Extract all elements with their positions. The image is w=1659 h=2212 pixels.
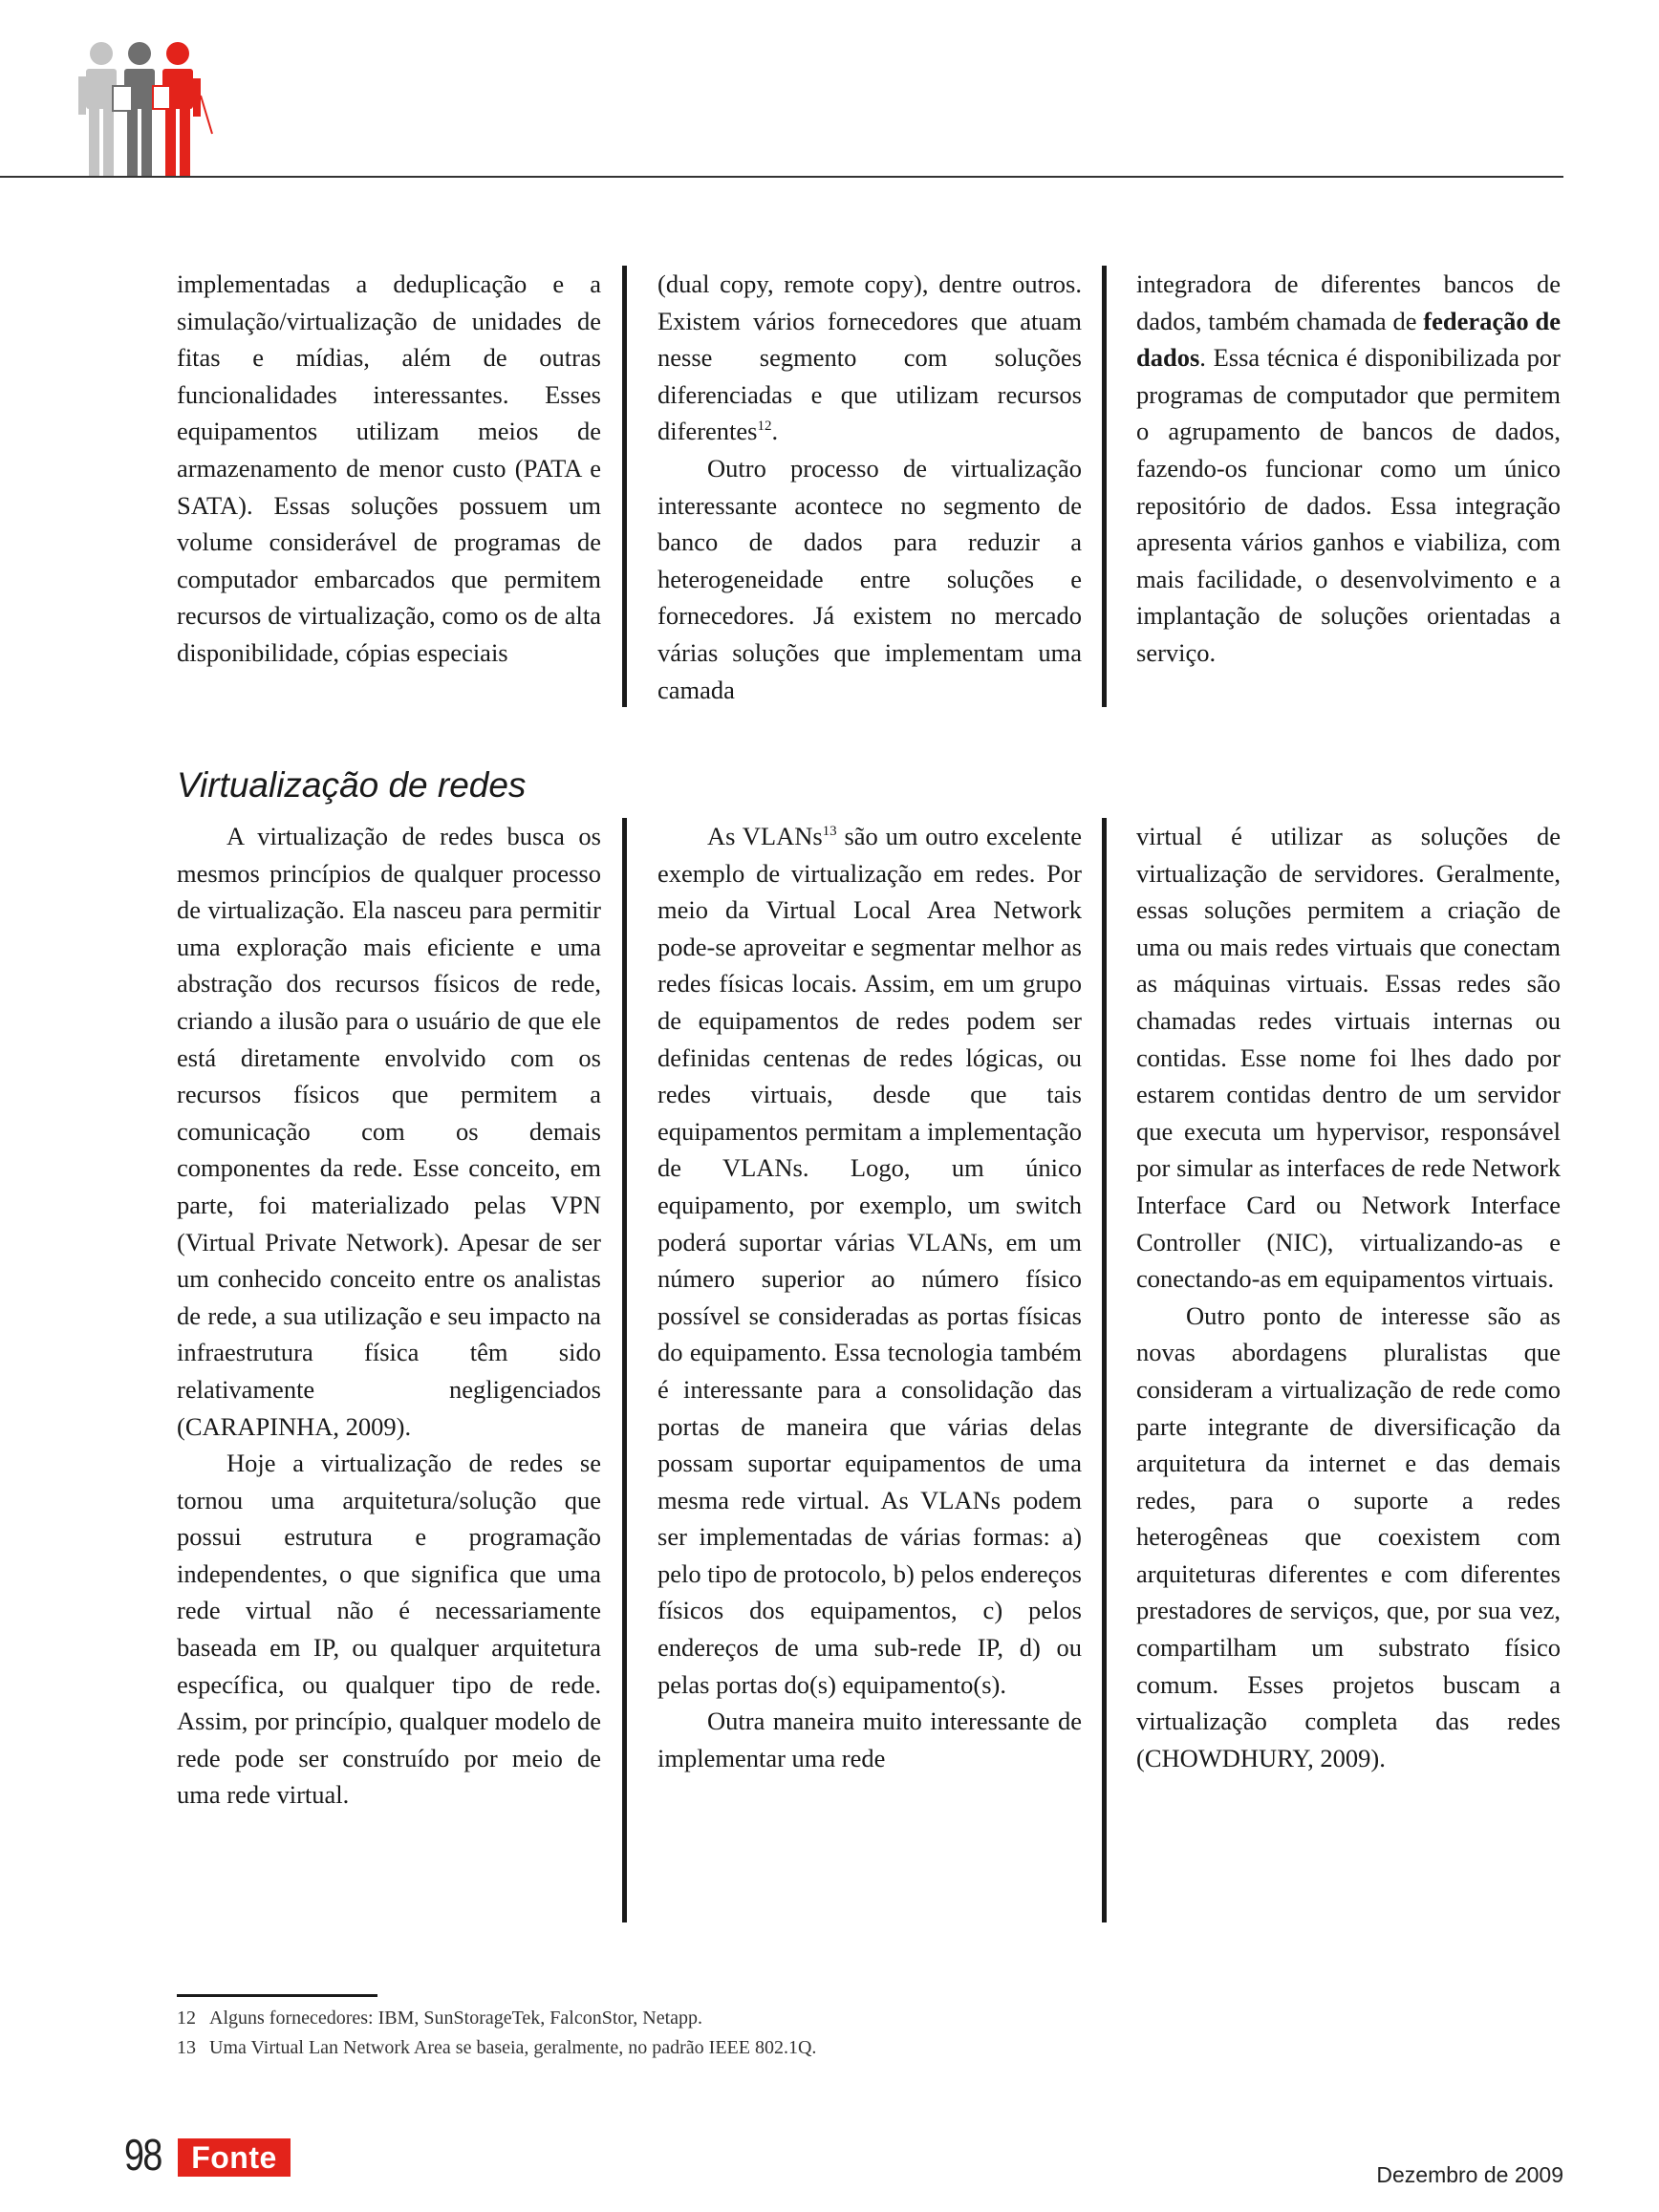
- paragraph: A virtualização de redes busca os mesmos princípios de qualquer processo de virtualização. Ela nasceu para permitir uma exploração mais eficiente e uma abstração dos recursos físicos de rede, criando a ilusão para o usuário de que ele está diretamente envolvido com os recursos físicos que permitem a comunicação com os demais componentes da rede. Esse conceito, em parte, foi materializado pelas VPN (Virtual Private Network). Apesar de ser um conhecido conceito entre os analistas de rede, a sua utilização e seu impacto na infraestrutura física têm sido relativamente negligenciados (CARAPINHA, 2009).: [177, 822, 601, 1441]
- header-rule: [0, 176, 1563, 178]
- footnote: 13 Uma Virtual Lan Network Area se baseia, geralmente, no padrão IEEE 802.1Q.: [177, 2037, 817, 2058]
- section-column-1: [177, 818, 601, 1814]
- section-column-2: [657, 818, 1082, 1776]
- column-rule: [622, 266, 627, 707]
- paragraph: integradora de diferentes bancos de dados, também chamada de federação de dados. Essa técnica é disponibilizada por programas de computador que permitem o agrupamento de bancos de dados, fazendo-os funcionar como um único repositório de dados. Essa integração apresenta vários ganhos e viabiliza, com mais facilidade, o desenvolvimento e a implantação de soluções orientadas a serviço.: [1136, 269, 1561, 667]
- paragraph: Outra maneira muito interessante de implementar uma rede: [657, 1707, 1082, 1772]
- section-title: Virtualização de redes: [177, 765, 527, 805]
- paragraph: As VLANs$^{13}$ são um outro excelente exemplo de virtualização em redes. Por meio da Virtual Local Area Network pode-se aproveitar e segmentar melhor as redes físicas locais. Assim, em um grupo de equipamentos de redes podem ser definidas centenas de redes lógicas, ou redes virtuais, desde que tais equipamentos permitam a implementação de VLANs. Logo, um único equipamento, por exemplo, um switch poderá suportar várias VLANs, em um número superior ao número físico possível se consideradas as portas físicas do equipamento. Essa tecnologia também é interessante para a consolidação das portas de maneira que várias delas possam suportar equipamentos de uma mesma rede virtual. As VLANs podem ser implementadas de várias formas: a) pelo tipo de protocolo, b) pelos endereços físicos dos equipamentos, c) pelos endereços de uma sub-rede IP, d) ou pelas portas do(s) equipamento(s).: [657, 822, 1082, 1699]
- top-column-1: [177, 266, 601, 672]
- footnotes: [177, 2004, 1037, 2063]
- paragraph: Outro processo de virtualização interessante acontece no segmento de banco de dados para reduzir a heterogeneidade entre soluções e fornecedores. Já existem no mercado várias soluções que implementam uma camada: [657, 453, 1082, 704]
- top-column-3: [1136, 266, 1561, 672]
- footnote: 12 Alguns fornecedores: IBM, SunStorageTek, FalconStor, Netapp.: [177, 2008, 703, 2029]
- people-logo-icon: [76, 38, 229, 180]
- paragraph: Hoje a virtualização de redes se tornou uma arquitetura/solução que possui estrutura e programação independentes, o que significa que uma rede virtual não é necessariamente baseada em IP, ou qualquer arquitetura específica, ou qualquer tipo de rede. Assim, por princípio, qualquer modelo de rede pode ser construído por meio de uma rede virtual.: [177, 1449, 601, 1810]
- paragraph: Outro ponto de interesse são as novas abordagens pluralistas que consideram a virtualização de rede como parte integrante de diversificação da arquitetura da internet e das demais redes, para o suporte a redes heterogêneas que coexistem com arquiteturas diferentes e com diferentes prestadores de serviços, que, por sua vez, compartilham um substrato físico comum. Esses projetos buscam a virtualização completa das redes (CHOWDHURY, 2009).: [1136, 1300, 1561, 1772]
- column-rule: [1102, 818, 1107, 1922]
- paragraph: virtual é utilizar as soluções de virtualização de servidores. Geralmente, essas soluções permitem a criação de uma ou mais redes virtuais que conectam as máquinas virtuais. Essas redes são chamadas redes virtuais internas ou contidas. Esse nome foi lhes dado por estarem contidas dentro de um servidor que executa um hypervisor, responsável por simular as interfaces de rede Network Interface Card ou Network Interface Controller (NIC), virtualizando-as e conectando-as em equipamentos virtuais.: [1136, 822, 1561, 1294]
- issue-date: Dezembro de 2009: [1376, 2162, 1563, 2187]
- top-column-2: [657, 266, 1082, 708]
- paragraph: (dual copy, remote copy), dentre outros. Existem vários fornecedores que atuam nesse segmento com soluções diferenciadas e que utilizam recursos diferentes$^{12}$.: [657, 269, 1082, 446]
- paragraph: implementadas a deduplicação e a simulação/virtualização de unidades de fitas e mídias, além de outras funcionalidades interessantes. Esses equipamentos utilizam meios de armazenamento de menor custo (PATA e SATA). Essas soluções possuem um volume considerável de programas de computador embarcados que permitem recursos de virtualização, como os de alta disponibilidade, cópias especiais: [177, 269, 601, 667]
- footnote-rule: [177, 1994, 377, 1997]
- column-rule: [1102, 266, 1107, 707]
- page-number: 98: [124, 2130, 162, 2180]
- footnote-ref: 13: [822, 824, 837, 839]
- footnote-ref: 12: [757, 419, 772, 435]
- bold-term: federação de dados: [1136, 306, 1561, 373]
- column-rule: [622, 818, 627, 1922]
- section-column-3: [1136, 818, 1561, 1776]
- brand-logo: Fonte: [178, 2138, 291, 2177]
